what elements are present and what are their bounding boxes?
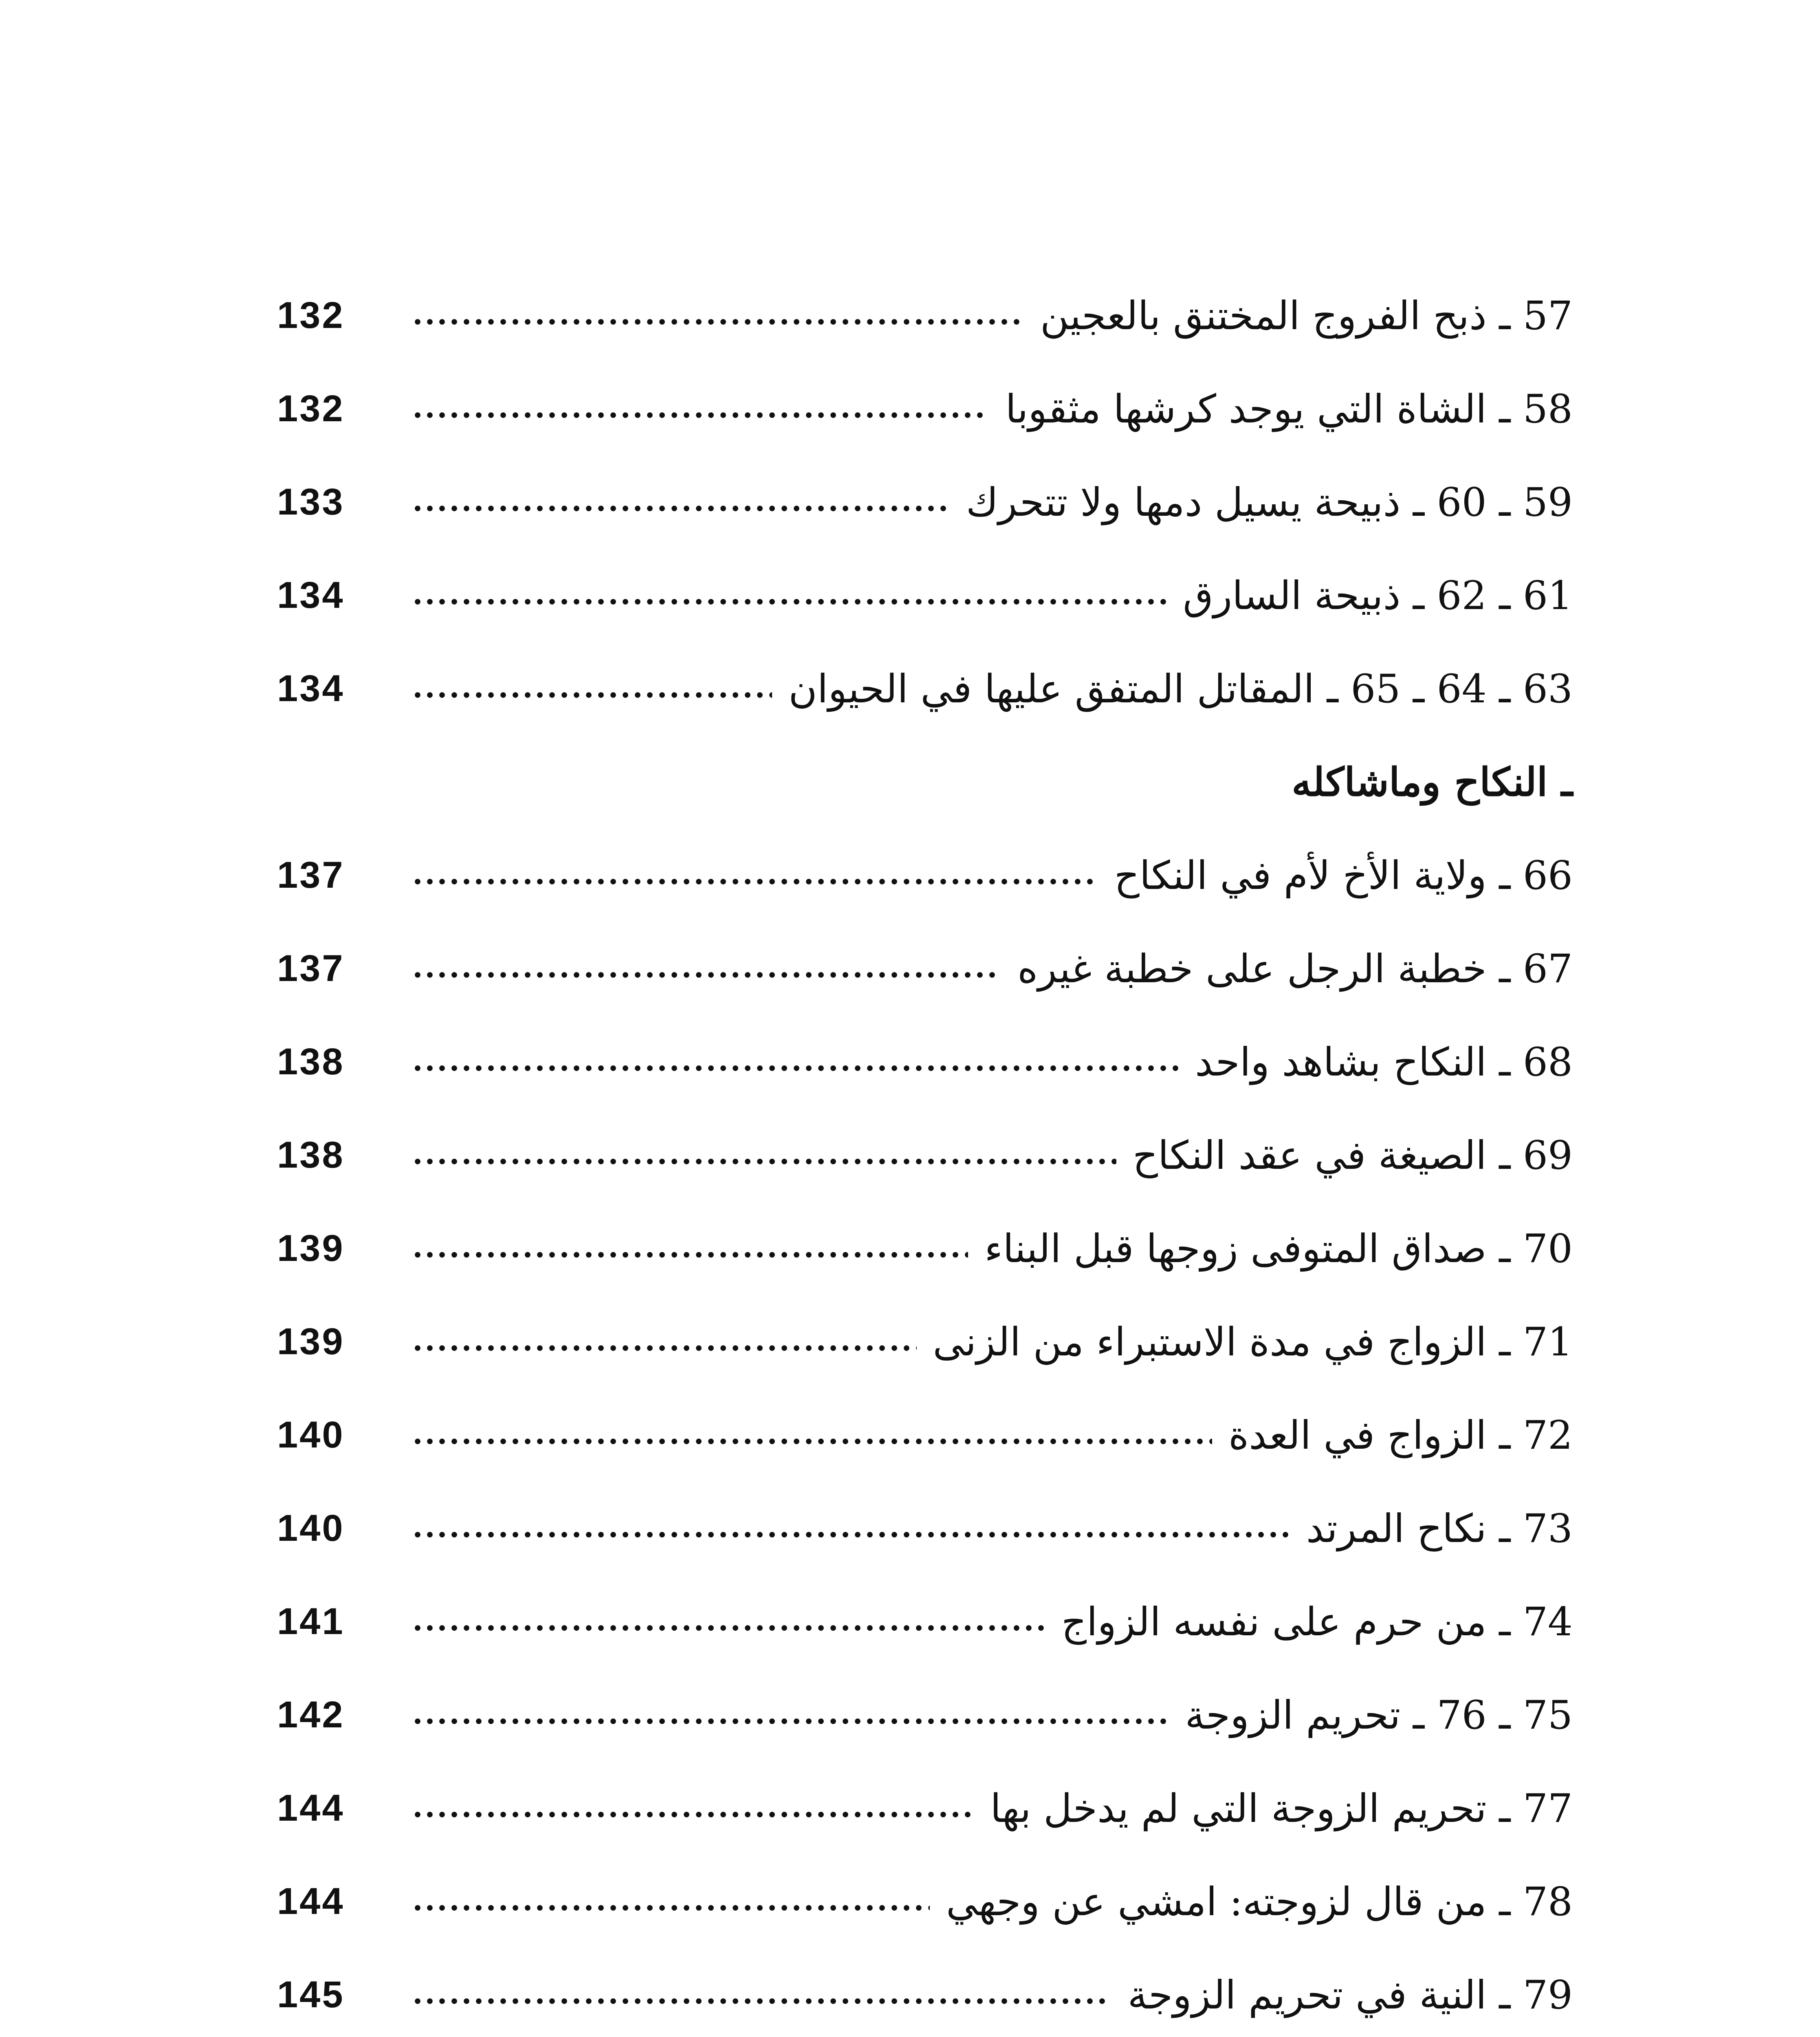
toc-page-number: 145 [277,1974,345,2015]
toc-page-number: 139 [277,1227,345,1269]
toc-page-number: 137 [277,854,345,896]
toc-entry [277,642,1573,735]
toc-entry-title: 74 ـ من حرم على نفسه الزواج [1061,1599,1573,1645]
toc-page-number: 134 [277,574,345,616]
toc-entry-title: 71 ـ الزواج في مدة الاستبراء من الزنى [933,1319,1573,1365]
toc-entry-title: 78 ـ من قال لزوجته: امشي عن وجهي [946,1879,1573,1925]
toc-entry-title: 66 ـ ولاية الأخ لأم في النكاح [1114,852,1573,898]
toc-page-number: 137 [277,948,345,989]
toc-page-number: 132 [277,388,345,429]
toc-entry [277,1482,1573,1575]
toc-entry [277,1015,1573,1109]
toc-entry [277,1109,1573,1202]
toc-entry-title: 72 ـ الزواج في العدة [1228,1412,1573,1458]
toc-entry-title: 68 ـ النكاح بشاهد واحد [1195,1039,1573,1085]
toc-page-number: 132 [277,295,345,336]
toc-entry-title: 73 ـ نكاح المرتد [1306,1505,1573,1551]
toc-page-number: 140 [277,1507,345,1549]
toc-entry-title: 61 ـ 62 ـ ذبيحة السارق [1183,572,1573,618]
dot-leader [412,412,989,418]
toc-entry [277,1948,1573,2037]
toc-entry-title: 58 ـ الشاة التي يوجد كرشها مثقوبا [1005,386,1573,432]
toc-page-number: 139 [277,1321,345,1362]
dot-leader [412,1531,1290,1538]
toc-entry-title: 69 ـ الصيغة في عقد النكاح [1132,1132,1573,1178]
toc-entry [277,1295,1573,1388]
toc-entry-title: 79 ـ النية في تحريم الزوجة [1127,1972,1573,2018]
toc-entry [277,269,1573,362]
toc-entry [277,362,1573,455]
dot-leader [412,1625,1045,1631]
toc-entry-title: 77 ـ تحريم الزوجة التي لم يدخل بها [990,1785,1573,1831]
toc-entry [277,829,1573,922]
dot-leader [412,1718,1169,1725]
dot-leader [412,505,950,512]
toc-entry [277,549,1573,642]
toc-entry-title: 75 ـ 76 ـ تحريم الزوجة [1185,1692,1573,1738]
toc-page-number: 141 [277,1601,345,1642]
dot-leader [412,1998,1111,2004]
dot-leader [412,1158,1116,1165]
dot-leader [412,1252,968,1258]
dot-leader [412,1905,930,1911]
dot-leader [412,598,1166,605]
toc-page-number: 142 [277,1694,345,1736]
toc-entry [277,1762,1573,1855]
toc-page-number: 144 [277,1881,345,1922]
toc-page-number: 138 [277,1134,345,1176]
toc-page-number: 138 [277,1041,345,1082]
toc-entry [277,1575,1573,1668]
toc-page-number: 134 [277,668,345,709]
toc-entry [277,455,1573,549]
dot-leader [412,878,1098,885]
section-heading-row [277,735,1573,829]
toc-page-number: 144 [277,1787,345,1829]
toc-entry [277,1388,1573,1482]
toc-entry [277,1202,1573,1295]
dot-leader [412,1811,974,1818]
table-of-contents [277,269,1573,2037]
toc-entry-title: 67 ـ خطبة الرجل على خطبة غيره [1017,946,1573,992]
dot-leader [412,1438,1212,1445]
dot-leader [412,692,772,698]
toc-page-number: 133 [277,481,345,523]
toc-entry-title: 59 ـ 60 ـ ذبيحة يسيل دمها ولا تتحرك [966,479,1573,525]
dot-leader [412,972,1001,978]
dot-leader [412,1065,1179,1071]
toc-entry [277,922,1573,1015]
dot-leader [412,1345,917,1351]
toc-entry-title: 63 ـ 64 ـ 65 ـ المقاتل المتفق عليها في الحيوان [788,666,1573,712]
toc-entry [277,1668,1573,1762]
toc-entry-title: 70 ـ صداق المتوفى زوجها قبل البناء [984,1225,1573,1271]
dot-leader [412,319,1024,325]
section-title: ـ النكاح وماشاكله [1292,759,1573,805]
toc-entry-title: 57 ـ ذبح الفروج المختنق بالعجين [1040,293,1573,339]
toc-page-number: 140 [277,1414,345,1456]
toc-entry [277,1855,1573,1948]
